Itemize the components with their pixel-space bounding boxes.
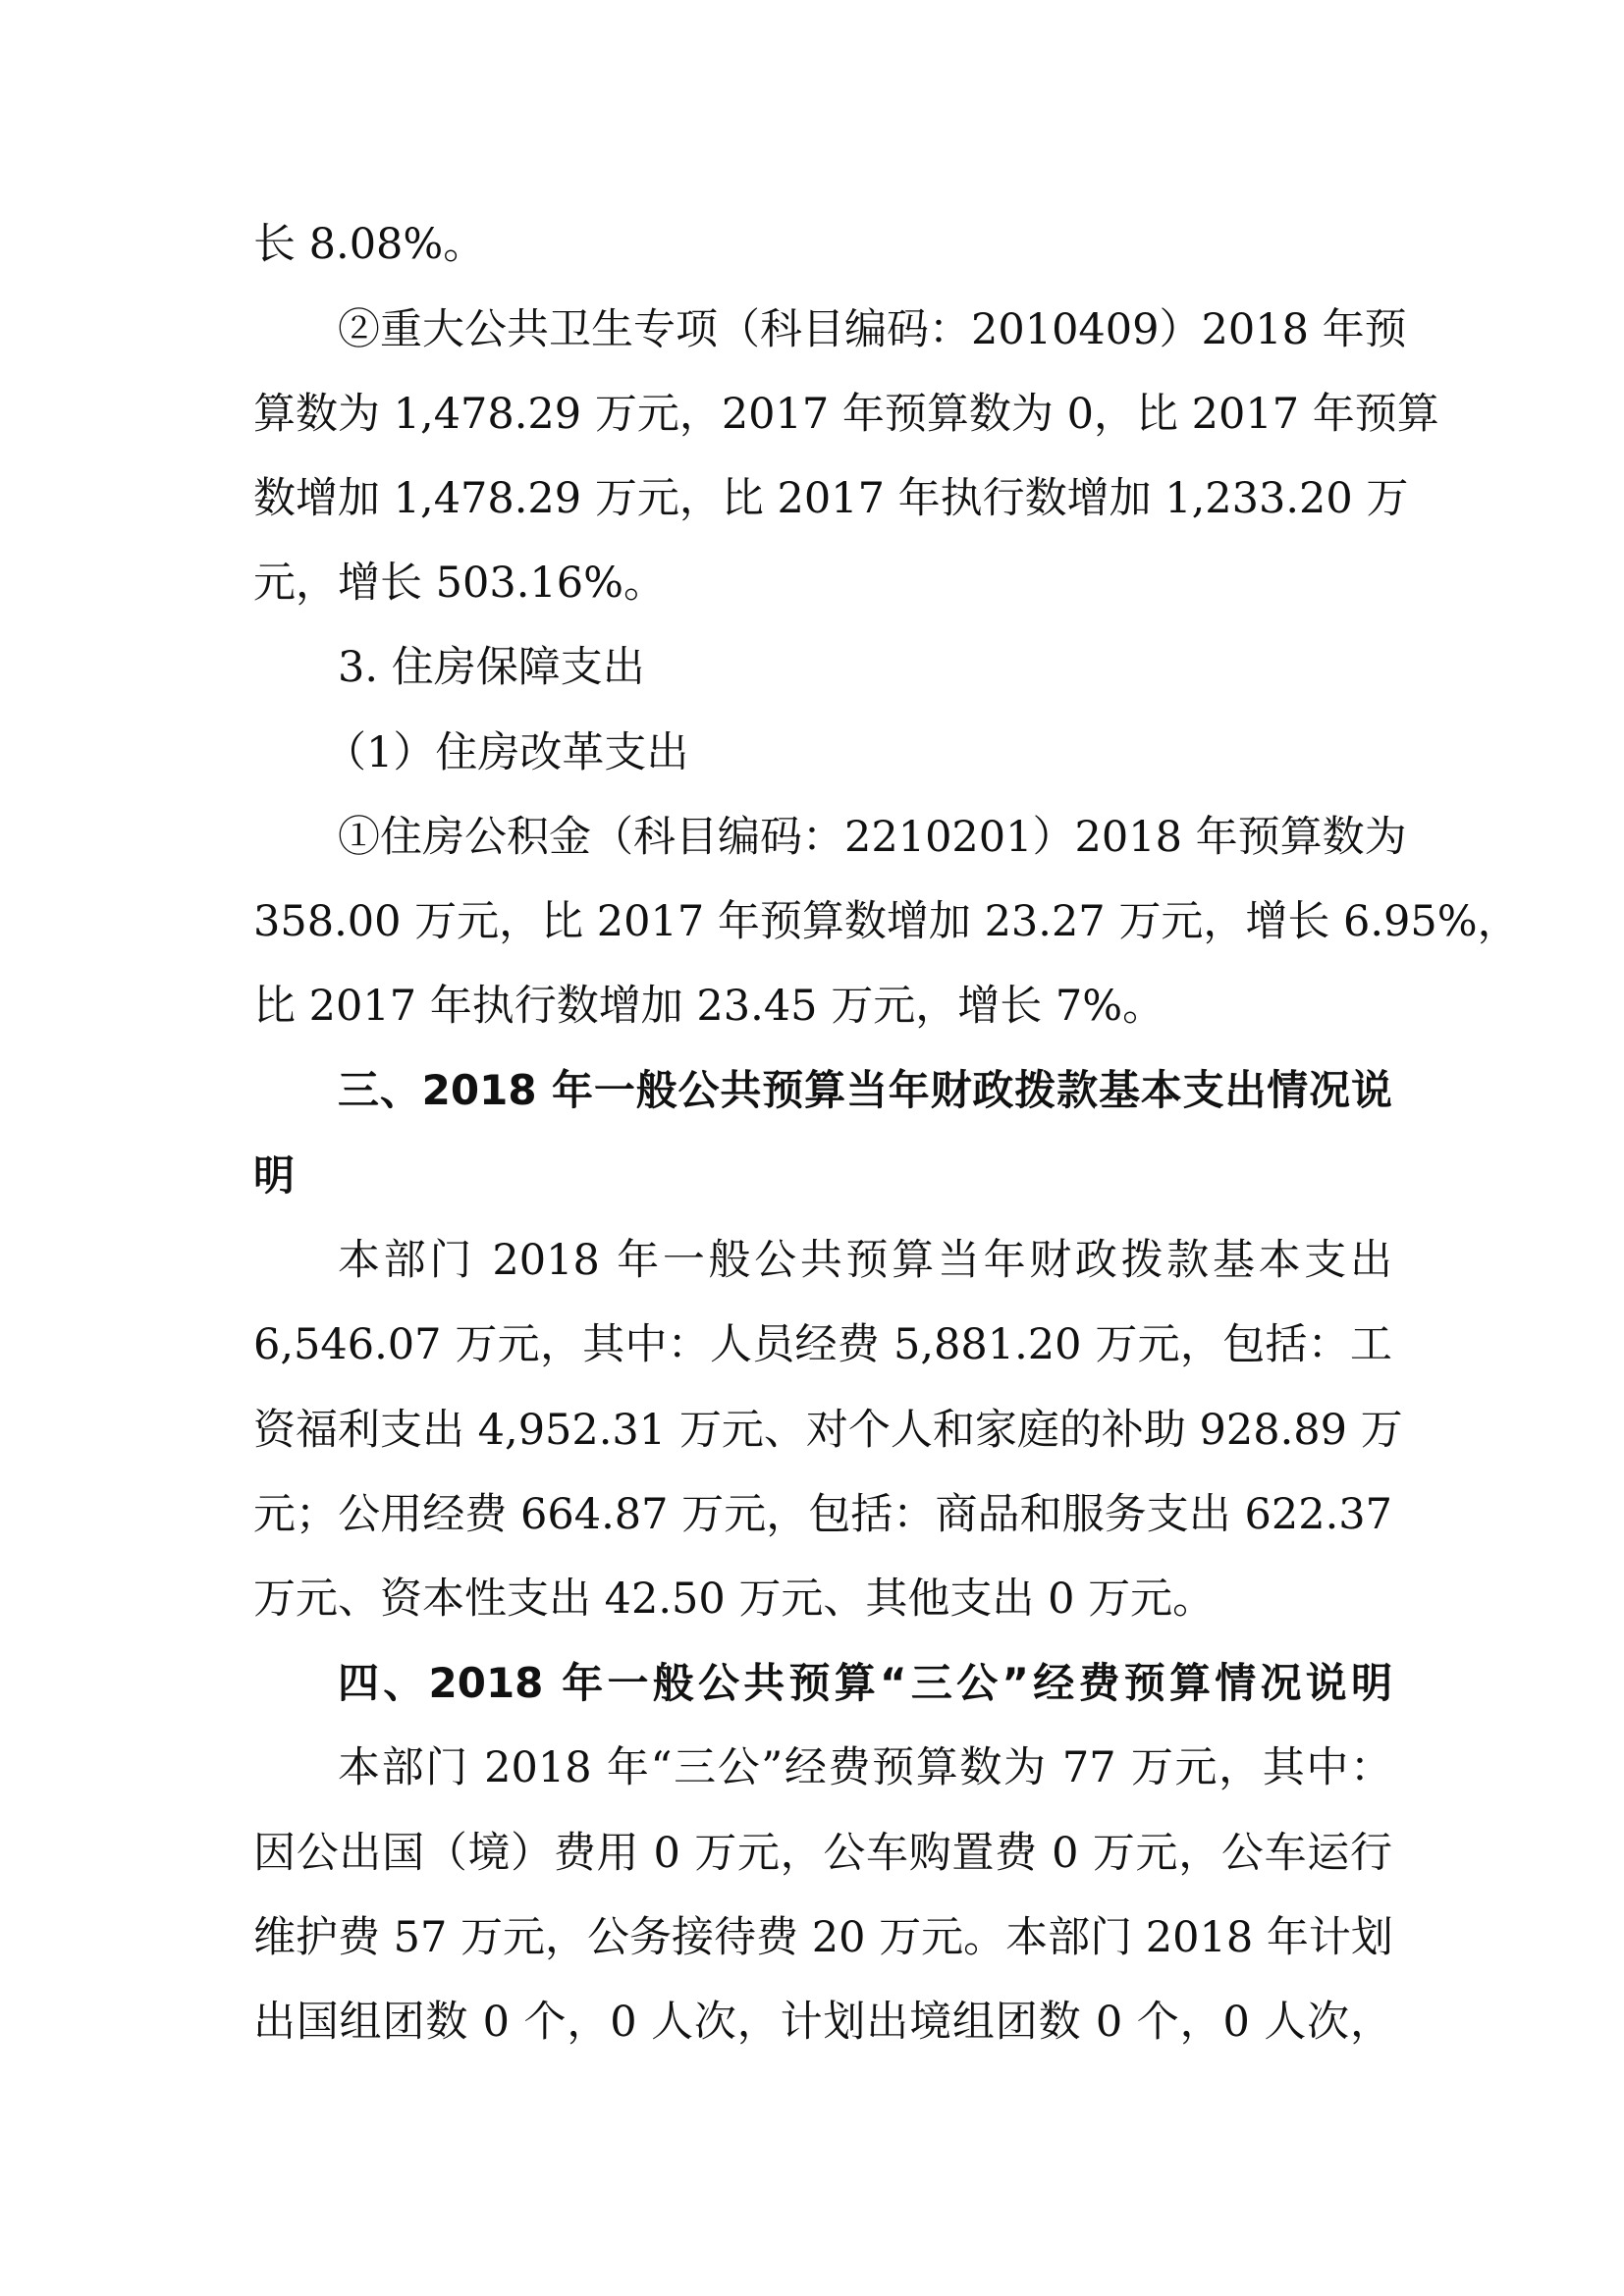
body-text-line: 元，增长 503.16%。 — [253, 559, 666, 608]
body-text-line: 长 8.08%。 — [253, 220, 486, 269]
body-text-line: 本部门 2018 年一般公共预算当年财政拨款基本支出 — [338, 1236, 1392, 1285]
body-text-line: 数增加 1,478.29 万元，比 2017 年执行数增加 1,233.20 万 — [253, 474, 1409, 523]
section-heading: 明 — [253, 1151, 296, 1200]
section-heading: 三、2018 年一般公共预算当年财政拨款基本支出情况说 — [338, 1066, 1392, 1114]
body-text-line: 本部门 2018 年“三公”经费预算数为 77 万元，其中： — [338, 1743, 1392, 1792]
body-text-line: ①住房公积金（科目编码：2210201）2018 年预算数为 — [338, 813, 1407, 862]
body-text-line: 维护费 57 万元，公务接待费 20 万元。本部门 2018 年计划 — [253, 1913, 1393, 1962]
body-text-line: 出国组团数 0 个，0 人次，计划出境组团数 0 个，0 人次， — [253, 1998, 1392, 2047]
body-text-line: 万元、资本性支出 42.50 万元、其他支出 0 万元。 — [253, 1575, 1216, 1624]
section-heading: 四、2018 年一般公共预算“三公”经费预算情况说明 — [338, 1659, 1392, 1707]
body-text-line: 因公出国（境）费用 0 万元，公车购置费 0 万元，公车运行 — [253, 1829, 1392, 1878]
body-text-line: 6,546.07 万元，其中：人员经费 5,881.20 万元，包括：工 — [253, 1320, 1392, 1369]
body-text-line: 比 2017 年执行数增加 23.45 万元，增长 7%。 — [253, 982, 1165, 1031]
body-text-line: 算数为 1,478.29 万元，2017 年预算数为 0，比 2017 年预算 — [253, 390, 1439, 439]
body-text-line: 资福利支出 4,952.31 万元、对个人和家庭的补助 928.89 万 — [253, 1406, 1403, 1455]
section-subheading: （1）住房改革支出 — [324, 728, 689, 777]
body-text-line: 358.00 万元，比 2017 年预算数增加 23.27 万元，增长 6.95%， — [253, 897, 1520, 946]
body-text-line: ②重大公共卫生专项（科目编码：2010409）2018 年预 — [338, 305, 1407, 354]
section-subheading: 3. 住房保障支出 — [338, 643, 645, 692]
body-text-line: 元；公用经费 664.87 万元，包括：商品和服务支出 622.37 — [253, 1490, 1392, 1539]
